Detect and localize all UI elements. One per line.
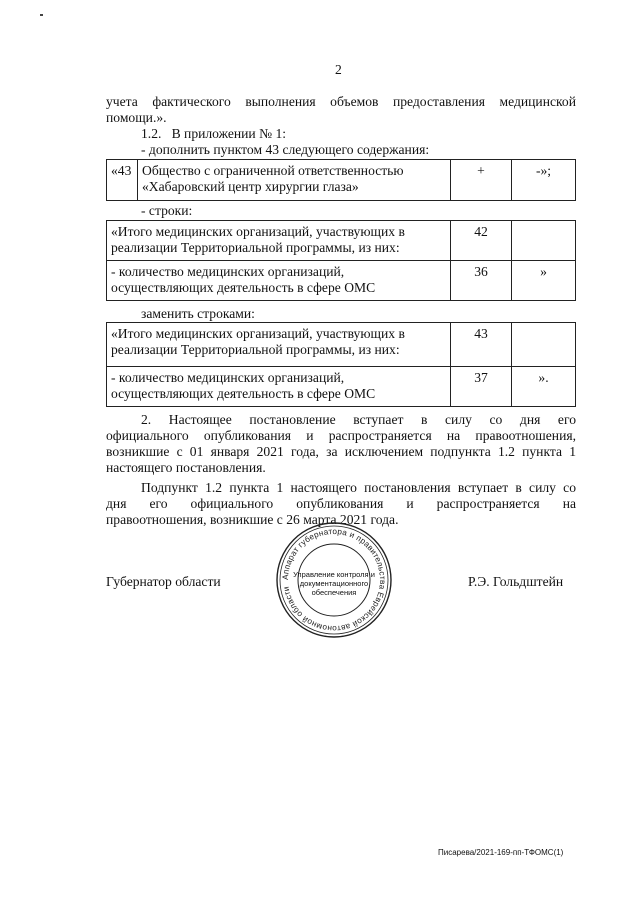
oms-value-cell: 36 (451, 261, 512, 301)
footer-reference: Писарева/2021-169-пп-ТФОМС(1) (438, 848, 564, 857)
add-point-label: - дополнить пунктом 43 следующего содержания: (141, 142, 430, 157)
oms-text-line-1: - количество медицинских организаций, (111, 264, 345, 279)
empty-cell (512, 323, 576, 367)
plus-cell: + (451, 160, 512, 201)
intro-line-2: помощи.». (106, 110, 167, 125)
oms-organizations-cell (107, 367, 451, 407)
paragraph-2-line-3: возникшие с 01 января 2021 года, за исключением подпункта 1.2 пункта 1 (106, 444, 576, 459)
signer-title: Губернатор области (106, 574, 221, 589)
total-value-cell: 43 (451, 323, 512, 367)
total-text-line-1: «Итого медицинских организаций, участвующих в (111, 326, 405, 341)
oms-organizations-cell (107, 261, 451, 301)
table-row (107, 160, 576, 201)
total-text-line-2: реализации Территориальной программы, из них: (111, 342, 400, 357)
table-row (107, 323, 576, 367)
paragraph-3-line-3: правоотношения, возникшие с 26 марта 2021 года. (106, 512, 399, 527)
svg-text:Аппарат губернатора и правител: Аппарат губернатора и правительства Еврейской автономной области (280, 526, 388, 634)
stamp-center-line-1: Управление контроля и (293, 570, 375, 579)
total-text-line-2: реализации Территориальной программы, из них: (111, 240, 400, 255)
lines-label: - строки: (141, 203, 193, 218)
stamp-center-line-2: документационного (299, 579, 369, 588)
oms-value-cell: 37 (451, 367, 512, 407)
oms-text-line-2: осуществляющих деятельность в сфере ОМС (111, 280, 376, 295)
row-number-cell: «43 (107, 160, 138, 201)
stamp-center-line-3: обеспечения (311, 588, 357, 597)
empty-cell (512, 221, 576, 261)
table-row (107, 221, 576, 261)
organization-name-cell (138, 160, 451, 201)
addition-table (106, 159, 576, 201)
closing-quote-cell: ». (512, 367, 576, 407)
paragraph-2-line-1: 2. Настоящее постановление вступает в силу со дня его (141, 412, 576, 427)
total-organizations-cell (107, 221, 451, 261)
closing-quote-cell: » (512, 261, 576, 301)
paragraph-2-line-2: официального опубликования и распространяется на правоотношения, (106, 428, 576, 443)
total-value-cell: 42 (451, 221, 512, 261)
total-organizations-cell (107, 323, 451, 367)
signer-name: Р.Э. Гольдштейн (468, 574, 564, 589)
page-number: 2 (335, 62, 342, 77)
oms-text-line-2: осуществляющих деятельность в сфере ОМС (111, 386, 376, 401)
item-1-2: 1.2. В приложении № 1: (141, 126, 287, 141)
original-lines-table (106, 220, 576, 301)
paragraph-2-line-4: настоящего постановления. (106, 460, 266, 475)
organization-name-line-2: «Хабаровский центр хирургии глаза» (142, 179, 359, 194)
paragraph-3-line-1: Подпункт 1.2 пункта 1 настоящего постановления вступает в силу со (141, 480, 576, 495)
replacement-lines-table (106, 322, 576, 407)
end-cell: -»; (512, 160, 576, 201)
intro-line-1: учета фактического выполнения объемов предоставления медицинской (106, 94, 576, 109)
table-row (107, 261, 576, 301)
official-stamp (274, 520, 394, 640)
total-text-line-1: «Итого медицинских организаций, участвующих в (111, 224, 405, 239)
organization-name-line-1: Общество с ограниченной ответственностью (142, 163, 404, 178)
replace-label: заменить строками: (141, 306, 255, 321)
paragraph-3-line-2: дня его официального опубликования и распространяется на (106, 496, 576, 511)
oms-text-line-1: - количество медицинских организаций, (111, 370, 345, 385)
scan-mark (40, 14, 43, 16)
table-row (107, 367, 576, 407)
